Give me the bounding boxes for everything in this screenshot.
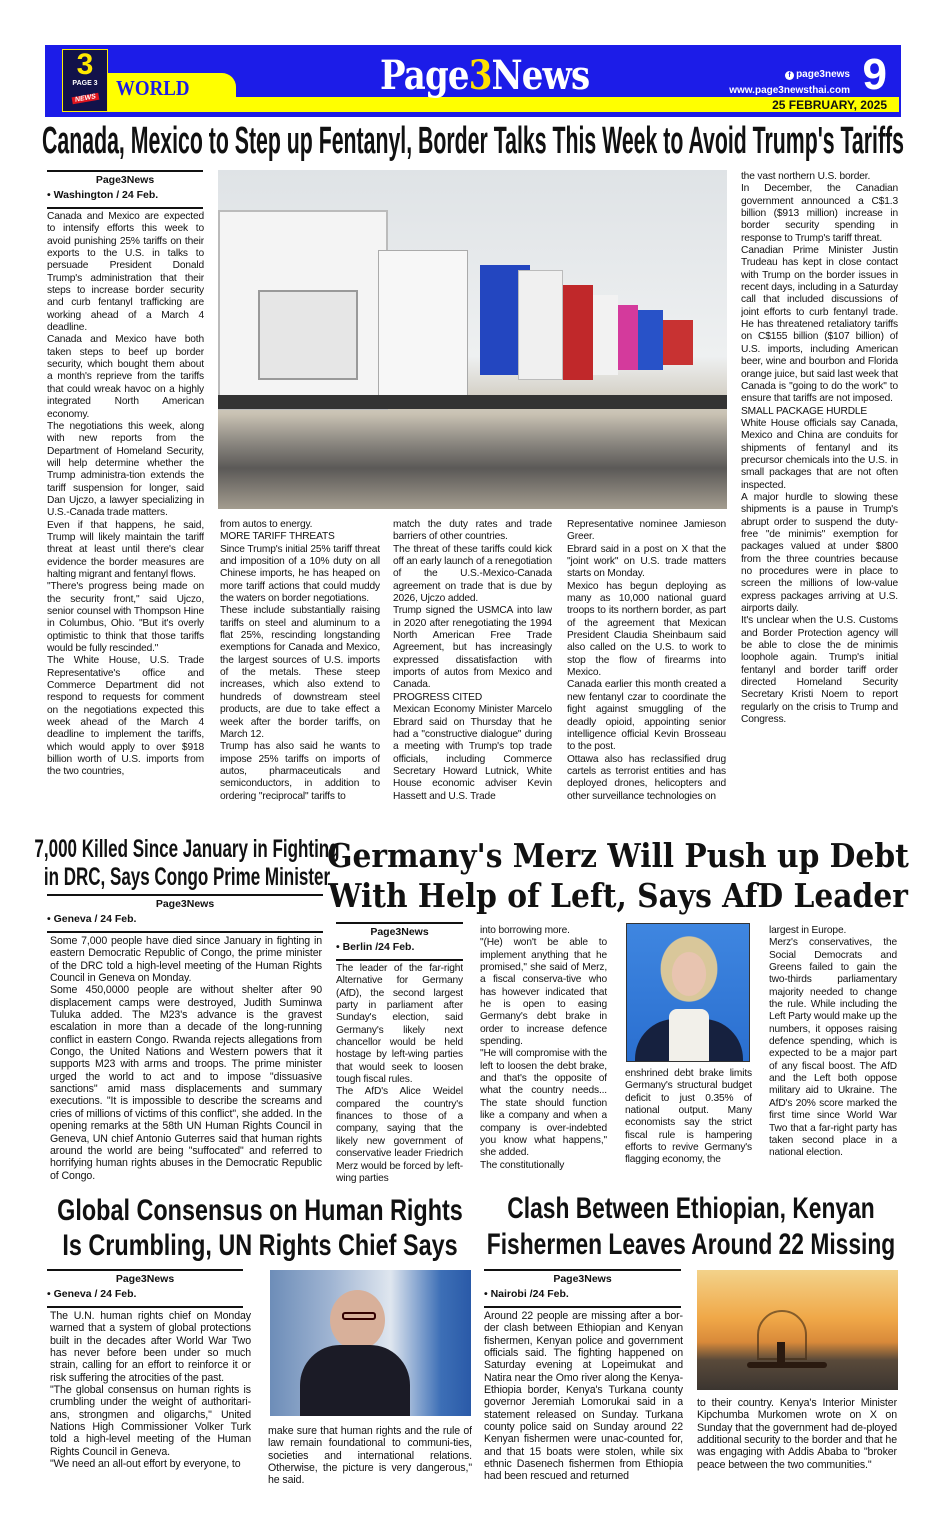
byline-dateline: • Geneva / 24 Feb. — [47, 1288, 137, 1300]
rights-headline — [45, 1194, 475, 1264]
drc-headline — [33, 835, 340, 891]
paragraph: make sure that human rights and the rule of law remain foundational to communi-ties, societies and international relations. Otherwise, the picture is very dangerous," he said. — [268, 1425, 472, 1487]
page3-logo — [62, 49, 108, 112]
paragraph: match the duty rates and trade barriers of other countries. — [393, 519, 552, 543]
rights-byline — [47, 1269, 243, 1308]
newspaper-brand — [380, 52, 589, 99]
section-label: WORLD — [116, 76, 190, 100]
kenya-column-1 — [484, 1310, 683, 1488]
main-column-3 — [393, 519, 552, 833]
byline-dateline: • Geneva / 24 Feb. — [47, 913, 137, 925]
paragraph: Ottawa also has reclassified drug cartels as terrorist entities and has deployed drones, helicopters and other surveillance technologies on — [567, 753, 726, 802]
paragraph: Mexican Economy Minister Marcelo Ebrard said on Thursday that he had a "constructive dialogue" during a meeting with Trump's top trade officials, including Commerce Secretary Howard Lutnick, White House economic adviser Kevin Hassett and U.S. Trade — [393, 704, 552, 802]
section-subhead: MORE TARIFF THREATS — [220, 531, 335, 543]
volker-turk-photo — [270, 1270, 471, 1416]
section-subhead: PROGRESS CITED — [393, 691, 483, 703]
paragraph: Around 22 people are missing after a bor-der clash between Ethiopian and Kenyan fishermen, Kenyan police and government officials said. The fighting happened on Saturday evening at Lopeimukat and Natira near the Omo river along the Kenya-Ethiopia border, Kenya's Turkana county governor Jeremiah Lomorukai said in a statement released on Sunday. Turkana county police said on Sunday around 22 Kenyan fishermen were unac-counted for, and that 15 boats were stolen, while six ethnic Dasenech fishermen from Ethiopia had been rescued and returned — [484, 1310, 683, 1483]
paragraph: Some 7,000 people have died since January in fighting in eastern Democratic Republic of Congo, the prime minister of the DRC told a high-level meeting of the Human Rights Council in Geneva on Monday. — [50, 935, 322, 985]
kenya-headline-line: Clash Between Ethiopian, Kenyan — [506, 1192, 875, 1225]
drc-body — [50, 935, 322, 1188]
logo-badge: NEWS — [71, 93, 99, 105]
germany-byline — [336, 922, 463, 961]
drc-byline — [47, 894, 323, 933]
paragraph: Trump has also said he wants to impose 25% tariffs on imports of autos, pharmaceuticals and semiconductors, in addition to ordering "reciprocal" tariffs to — [220, 741, 380, 802]
rights-headline-line: Is Crumbling, UN Rights Chief Says — [62, 1229, 458, 1262]
paragraph: Mexico has begun deploying as many as 10,000 national guard troops to its northern border, as part of the agreement that Mexican President Claudia Sheinbaum said also called on the U.S. to work to stop the flow of firearms into Mexico. — [567, 580, 726, 679]
kenya-headline-line: Fishermen Leaves Around 22 Missing — [486, 1228, 895, 1261]
germany-headline-line: With Help of Left, Says AfD Leader — [327, 876, 908, 915]
kenya-headline — [478, 1192, 903, 1264]
main-column-1 — [47, 211, 204, 833]
paragraph: Even if that happens, he said, Trump will likely maintain the tariff threat at least until there's clear evidence the border measures are halting migrant and fentanyl flows. — [47, 519, 204, 580]
main-byline — [47, 170, 203, 209]
paragraph: A major hurdle to slowing these shipments is a pause in Trump's abrupt order to suspend the duty-free "de minimis" exemption for packages valued at under $800 from the three countries because no procedures were in place to screen the millions of low-value express packages arriving at U.S. airports daily. — [741, 491, 898, 615]
paragraph: to their country. Kenya's Interior Minister Kipchumba Murkomen wrote on X on Sunday that the government had de-ployed additional security to the border and that he was engaging with Addis Ababa to "broker peace between the two communities." — [697, 1397, 897, 1471]
drc-headline-line: in DRC, Says Congo Prime Minister — [43, 863, 330, 891]
paragraph: The threat of these tariffs could kick off an early launch of a renegotiation of the U.S.-Mexico-Canada agreement on trade that is due by 2026, Ujczo added. — [393, 543, 552, 605]
paragraph: Canada earlier this month created a new fentanyl czar to coordinate the fight against smuggling of the deadly opioid, appointing senior intelligence official Kevin Brosseau to the post. — [567, 679, 726, 753]
germany-headline — [326, 836, 909, 918]
germany-column-4 — [769, 925, 897, 1189]
paragraph: Since Trump's initial 25% tariff threat and imposition of a 10% duty on all Chinese imports, he has heaped on more tariff actions that could muddy the waters on border negotiations. — [220, 543, 380, 605]
drc-headline-line: 7,000 Killed Since January in Fighting — [33, 835, 340, 863]
rights-column-2 — [268, 1425, 472, 1489]
main-headline: Canada, Mexico to Step up Fentanyl, Border Talks This Week to Avoid Trump's Tariffs — [42, 120, 904, 162]
paragraph: The U.N. human rights chief on Monday warned that a system of global protections built in the decades after World War Two has never before been under so much strain, calling for an effort to reinforce it or risk suffering the atrocities of the past. — [50, 1310, 251, 1384]
paragraph: from autos to energy. — [220, 519, 313, 530]
brand-text: Page — [380, 52, 469, 99]
kenya-column-2 — [697, 1397, 897, 1489]
paragraph: The leader of the far-right Alternative for Germany (AfD), the second largest party in parliament after Sunday's election, said Germany's likely next chancellor would be held hostage by left-wing parties that would seek to loosen tough fiscal rules. — [336, 963, 463, 1086]
main-column-2 — [220, 519, 380, 833]
trucks-border-photo — [218, 170, 727, 509]
germany-headline-line: Germany's Merz Will Push up Debt — [326, 836, 909, 875]
paragraph: In December, the Canadian government announced a C$1.3 billion ($913 million) increase in border security spending in response to Trump's tariff threat. — [741, 183, 898, 244]
paragraph: Merz's conservatives, the Social Democrats and Greens failed to gain the two-thirds parliamentary majority needed to change the rule. While including the Left Party would make up the numbers, it opposes raising defence spending, which is expected to be a major part of any fiscal boost. The AfD and the Left both oppose military aid to Ukraine. The AfD's 20% score marked the first time since World War Two that a far-right party has taken second place in a national election. — [769, 937, 897, 1159]
germany-column-2 — [480, 925, 607, 1189]
byline-source: Page3News — [115, 1273, 175, 1285]
paragraph: Canadian Prime Minister Justin Trudeau has kept in close contact with Trump on the border issues in recent days, including in a Saturday call that included discussions of joint efforts to curb fentanyl trade. He has threatened retaliatory tariffs on C$155 billion ($107 billion) of U.S. imports, including American beer, wine and bourbon and Florida orange juice, but said last week that Canada is "going to do the work" to ensure that tariffs are not imposed. — [741, 245, 898, 405]
kenya-byline — [484, 1269, 681, 1308]
paragraph: The AfD's Alice Weidel compared the country's finances to those of a company, saying that the likely new government of conservative leader Friedrich Merz would be forced by left-wing parties — [336, 1086, 463, 1184]
paragraph: The constitutionally — [480, 1159, 565, 1171]
paragraph: enshrined debt brake limits Germany's structural budget deficit to just 0.35% of national output. Many economists say the strict fiscal rule is hampering efforts to revive Germany's flagging economy, the — [625, 1068, 752, 1166]
rights-column-1 — [50, 1310, 251, 1488]
website-link[interactable]: www.page3newsthai.com — [729, 85, 850, 96]
paragraph: The negotiations this week, along with new reports from the Department of Homeland Security, will help determine whether the Trump administra-tion extends the tariff suspension for longer, said Dan Ujczo, a lawyer specializing in U.S.-Canada trade matters. — [47, 420, 204, 519]
paragraph: "The global consensus on human rights is crumbling under the weight of authoritari-ans, strongmen and oligarchs," United Nations High Commissioner Volker Turk told a high-level meeting of the Human Rights Council in Geneva. — [50, 1384, 251, 1458]
alice-weidel-photo — [626, 923, 750, 1062]
main-column-4 — [567, 519, 726, 833]
main-column-5 — [741, 171, 898, 833]
brand-text: News — [491, 52, 590, 99]
brand-number: 3 — [468, 52, 492, 99]
fishermen-photo — [697, 1270, 898, 1390]
byline-source: Page3News — [155, 898, 215, 910]
logo-number: 3 — [76, 48, 94, 81]
paragraph: largest in Europe. — [769, 925, 847, 936]
paragraph: Trump signed the USMCA into law in 2020 after renegotiating the 1994 North American Free Trade Agreement, but has increasingly expressed dissatisfaction with imports of autos from Mexico and Canada. — [393, 605, 552, 691]
paragraph: into borrowing more. — [480, 925, 570, 936]
byline-source: Page3News — [370, 926, 429, 938]
facebook-icon: f — [785, 71, 794, 80]
paragraph: Ebrard said in a post on X that the "joint work" on U.S. trade matters starts on Monday. — [567, 543, 726, 580]
paragraph: "We need an all-out effort by everyone, to — [50, 1458, 241, 1471]
germany-column-1 — [336, 963, 463, 1189]
facebook-link[interactable] — [785, 69, 850, 80]
main-headline-wrap — [42, 120, 904, 164]
byline-dateline: • Nairobi /24 Feb. — [484, 1288, 569, 1300]
paragraph: These include substantially raising tariffs on steel and aluminum to a flat 25%, rescinding longstanding exemptions for Canada and Mexico, the largest sources of U.S. imports of the metals. These steep increases, which also extend to hundreds of downstream steel products, are due to take effect a week after the border tariffs, on March 12. — [220, 605, 380, 740]
paragraph: Canada and Mexico have both taken steps to beef up border security, which bought them about a month's reprieve from the tariffs that could wreak havoc on a highly integrated North American economy. — [47, 334, 204, 420]
paragraph: Representative nominee Jamieson Greer. — [567, 519, 726, 543]
facebook-handle: page3news — [796, 69, 850, 80]
germany-column-3 — [625, 1068, 752, 1189]
paragraph: The White House, U.S. Trade Representative's office and Commerce Department did not respond to requests for comment on the negotiations expected this week ahead of the March 4 deadline to implement the tariffs, which would apply to over $918 billion worth of U.S. imports from the two countries, — [47, 655, 204, 778]
rights-headline-line: Global Consensus on Human Rights — [57, 1194, 463, 1227]
page-number: 9 — [862, 50, 887, 99]
paragraph: the vast northern U.S. border. — [741, 171, 871, 182]
byline-dateline: • Berlin /24 Feb. — [336, 941, 415, 953]
logo-text: PAGE 3 — [72, 80, 98, 87]
paragraph: "There's progress being made on the security front," said Ujczo, senior counsel with Thompson Hine in Columbus, Ohio. "But it's overly optimistic to think that those tariffs would be fully rescinded." — [47, 581, 204, 655]
paragraph: "(He) won't be able to implement anything that he promised," she said of Merz, a fiscal conserva-tive who has however indicated that he is open to easing Germany's debt brake in order to increase defence spending. — [480, 937, 607, 1048]
paragraph: Some 450,0000 people are without shelter after 90 displacement camps were destroyed, Judith Suminwa Tuluka added. The M23's advance is the gravest escalation in more than a decade of the long-running conflict in eastern Congo. Rwanda rejects allegations from Congo, the United Nations and Western powers that it supports M23 with arms and troops. The prime minister urged the world to act and to impose "dissuasive sanctions" amid mass displacements and summary executions. "It is impossible to describe the screams and cries of millions of victims of this conflict", she added. In the opening remarks at the 58th UN Human Rights Council in Geneva, UN chief Antonio Guterres said that human rights around the world are being "suffocated" and referred to horrifying human rights abuses in the Democratic Republic of Congo. — [50, 984, 322, 1182]
byline-dateline: • Washington / 24 Feb. — [47, 189, 159, 201]
paragraph: Canada and Mexico are expected to intensify efforts this week to avoid punishing 25% tariffs on their exports to the U.S. in talks to persuade President Donald Trump's administration that their steps to increase border security and curb fentanyl trafficking are working ahead of a March 4 deadline. — [47, 211, 204, 334]
paragraph: "He will compromise with the left to loosen the debt brake, and that's the opposite of what the country needs... The state should function like a company and when a company is over-indebted you know what happens," she added. — [480, 1048, 607, 1159]
byline-source: Page3News — [553, 1273, 612, 1285]
issue-date: 25 FEBRUARY, 2025 — [772, 98, 887, 112]
section-subhead: SMALL PACKAGE HURDLE — [741, 405, 868, 417]
paragraph: White House officials say Canada, Mexico and China are conduits for shipments of fentanyl and its precursor chemicals into the U.S. in small packages that are not often inspected. — [741, 417, 898, 491]
paragraph: It's unclear when the U.S. Customs and Border Protection agency will be able to close the de minimis loophole again. Trump's initial fentanyl and border tariff order directed Homeland Security Secretary Kristi Noem to report regularly on the crisis to Trump and Congress. — [741, 615, 898, 726]
byline-source: Page3News — [95, 174, 155, 186]
